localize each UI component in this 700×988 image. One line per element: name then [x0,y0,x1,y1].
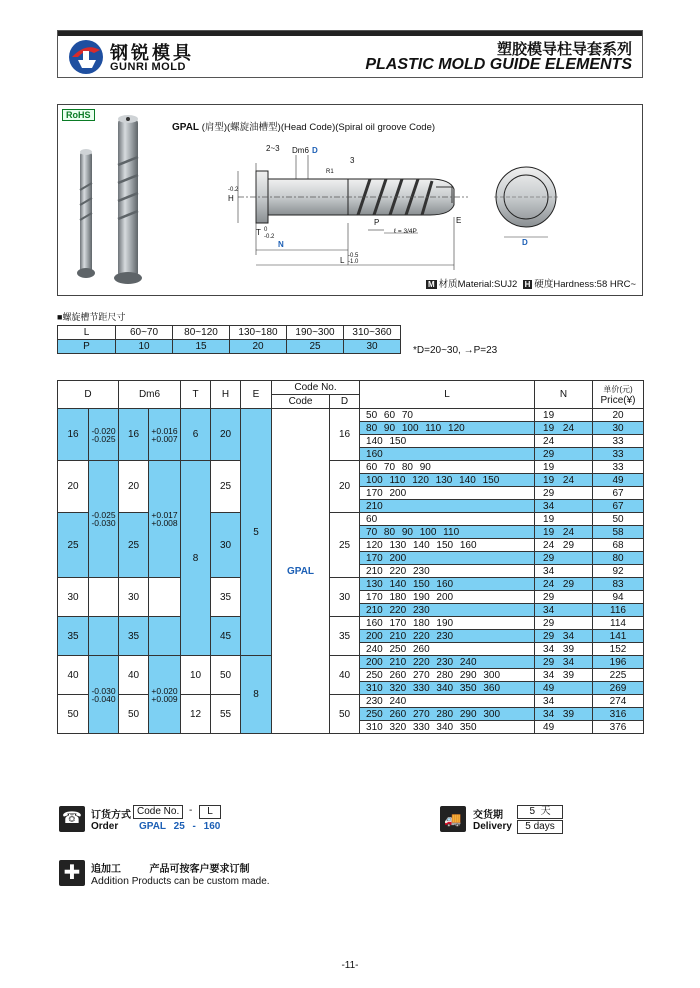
cell-code-d: 40 [330,656,360,695]
pitch-p-cell: 10 [116,340,173,354]
pitch-p-cell: 30 [344,340,401,354]
delivery-label-en: Delivery [473,821,512,832]
cell-price: 30 [593,422,644,435]
cell-price: 20 [593,409,644,422]
brand-name-en: GUNRI MOLD [110,61,186,73]
cell-t: 6 [181,409,211,461]
dim-d: D [312,146,318,155]
cell-price: 50 [593,513,644,526]
hardness-badge-icon: H [524,280,531,289]
cell-code-d: 16 [330,409,360,461]
cell-l: 140 150 [360,435,535,448]
product-desc: (肩型)(螺旋油槽型)(Head Code)(Spiral oil groove Code) [201,122,436,133]
cell-n: 29 [535,552,593,565]
cell-n: 34 [535,695,593,708]
cell-price: 83 [593,578,644,591]
cell-dm6-tol: +0.017 +0.008 [149,461,181,578]
cell-price: 225 [593,669,644,682]
cell-n: 34 [535,604,593,617]
addition-title-en: Addition [91,875,129,887]
cell-h: 50 [211,656,241,695]
cell-l: 170 200 [360,487,535,500]
cell-h: 55 [211,695,241,734]
dim-d-end: D [522,238,528,247]
plus-icon: ✚ [59,860,85,886]
cell-d: 30 [58,578,89,617]
cell-n: 34 [535,500,593,513]
header-l: L [360,381,535,409]
dim-n: N [278,240,284,249]
material-spec [426,276,636,290]
cell-n: 24 29 [535,578,593,591]
cell-price: 49 [593,474,644,487]
cell-price: 116 [593,604,644,617]
cell-n: 19 [535,513,593,526]
header-price-cn: 单价(元) [603,384,633,394]
cell-price: 152 [593,643,644,656]
pitch-table [57,325,401,354]
dim-t: T [256,228,261,237]
material-text: 材质Material:SUJ2 [438,279,518,290]
technical-drawing [58,105,644,297]
pitch-l-cell: 60~70 [116,326,173,340]
pin-photo [77,115,142,284]
order-label-cn: 订货方式 [91,810,131,821]
cell-n: 29 34 [535,630,593,643]
cell-l: 250 260 270 280 290 300 [360,669,535,682]
order-label-en: Order [91,821,119,832]
pitch-l-cell: 310~360 [344,326,401,340]
pitch-caption: ■螺旋槽节距尺寸 [57,312,126,322]
dim-l-tol-up: -0.5 [348,253,359,259]
cell-n: 29 [535,591,593,604]
cell-code-d: 25 [330,513,360,578]
order-code-box: Code No. [133,805,183,819]
pitch-l-label: L [58,326,116,340]
pitch-l-cell: 190~300 [287,326,344,340]
cell-code-d: 30 [330,578,360,617]
telephone-icon: ☎ [59,806,85,832]
cell-dm6: 40 [119,656,149,695]
cell-code-d: 50 [330,695,360,734]
header-code: Code [272,395,330,409]
cell-l: 160 170 180 190 [360,617,535,630]
cell-d-tol: -0.025 -0.030 [89,461,119,578]
table-row [58,513,644,526]
dim-dm6: Dm6 [292,146,309,155]
cell-price: 67 [593,500,644,513]
dim-e: E [456,216,462,225]
cell-n: 49 [535,682,593,695]
header-e: E [241,381,272,409]
dim-h: H [228,194,234,203]
page-header [57,30,643,78]
table-row [58,695,644,708]
cell-n: 29 [535,448,593,461]
cell-code: GPAL [272,409,330,734]
cell-l: 60 [360,513,535,526]
hardness-text: 硬度Hardness:58 HRC~ [534,279,636,290]
header-price-en: Price(¥) [600,394,636,406]
cell-dm6: 20 [119,461,149,513]
cell-l: 160 [360,448,535,461]
cell-n: 34 39 [535,708,593,721]
cell-l: 170 200 [360,552,535,565]
figure-title [172,119,435,133]
pitch-p-cell: 25 [287,340,344,354]
delivery-days-unit: 天 [540,806,551,817]
cell-price: 33 [593,461,644,474]
cell-d-tol: -0.030 -0.040 [89,656,119,734]
cell-h: 45 [211,617,241,656]
cell-dm6: 25 [119,513,149,578]
addition-text-cn: 产品可按客户要求订制 [149,864,250,875]
rohs-badge: RoHS [62,109,95,121]
cell-n: 19 24 [535,422,593,435]
cell-n: 19 24 [535,474,593,487]
cell-n: 34 39 [535,643,593,656]
cell-d-tol-empty [89,578,119,617]
cell-price: 33 [593,435,644,448]
brand-name-cn: 钢锐模具 [110,43,194,64]
cell-t: 12 [181,695,211,734]
cell-e: 8 [241,656,272,734]
addition-label-cn [91,860,249,875]
cell-l: 60 70 80 90 [360,461,535,474]
header-code-no: Code No. [272,381,360,395]
cell-h: 30 [211,513,241,578]
cell-dm6: 16 [119,409,149,461]
table-row [58,617,644,630]
cell-l: 310 320 330 340 350 360 [360,682,535,695]
pitch-p-cell: 20 [230,340,287,354]
cell-l: 50 60 70 [360,409,535,422]
cell-n: 34 [535,565,593,578]
cell-n: 29 34 [535,656,593,669]
cell-h: 35 [211,578,241,617]
cell-code-d: 20 [330,461,360,513]
cell-l: 310 320 330 340 350 [360,721,535,734]
header-code-d: D [330,395,360,409]
cell-price: 269 [593,682,644,695]
header-bar [58,31,642,36]
table-row [58,578,644,591]
header-t: T [181,381,211,409]
cell-t: 8 [181,461,211,656]
product-figure [57,104,643,296]
cell-price: 68 [593,539,644,552]
cell-l: 120 130 140 150 160 [360,539,535,552]
gunri-logo-icon [66,38,106,76]
cell-dm6-tol-empty [149,578,181,617]
pitch-l-cell: 130~180 [230,326,287,340]
dim-l-tol-lo: -1.0 [348,259,359,265]
page-number: -11- [341,960,359,971]
delivery-truck-icon: 🚚 [440,806,466,832]
cell-dm6: 30 [119,578,149,617]
cell-code-d: 35 [330,617,360,656]
cell-h: 25 [211,461,241,513]
dim-3: 3 [350,156,355,165]
header-d: D [58,381,119,409]
cell-n: 29 [535,487,593,500]
order-example: GPAL 25 - 160 [139,821,221,832]
cell-price: 67 [593,487,644,500]
dim-l-frac: ℓ = 3/4P [394,228,417,235]
pitch-note: *D=20~30, →P=23 [413,345,498,356]
cell-n: 24 [535,435,593,448]
delivery-label-cn: 交货期 [473,810,503,821]
cell-price: 316 [593,708,644,721]
cell-d: 40 [58,656,89,695]
cell-n: 49 [535,721,593,734]
delivery-days-cn [517,805,563,819]
table-row [58,461,644,474]
cell-n: 19 [535,409,593,422]
cell-l: 200 210 220 230 [360,630,535,643]
cell-price: 33 [593,448,644,461]
addition-title-cn: 追加工 [91,864,121,875]
cell-l: 210 220 230 [360,604,535,617]
pitch-p-cell: 15 [173,340,230,354]
cell-n: 19 [535,461,593,474]
cell-dm6: 50 [119,695,149,734]
material-badge-icon: M [427,280,435,289]
dim-p: P [374,218,380,227]
cell-l: 170 180 190 200 [360,591,535,604]
dim-t-tol-up: 0 [264,227,268,233]
cell-price: 92 [593,565,644,578]
delivery-days-num: 5 [529,806,535,817]
cell-price: 376 [593,721,644,734]
cell-h: 20 [211,409,241,461]
delivery-days-en: 5 days [517,820,563,834]
cell-n: 19 24 [535,526,593,539]
page-title-en: PLASTIC MOLD GUIDE ELEMENTS [365,56,632,73]
cell-d: 16 [58,409,89,461]
cell-l: 80 90 100 110 120 [360,422,535,435]
pitch-p-label: P [58,340,116,354]
cell-price: 141 [593,630,644,643]
cell-l: 210 220 230 [360,565,535,578]
cell-l: 100 110 120 130 140 150 [360,474,535,487]
side-view [238,171,468,223]
cell-d: 50 [58,695,89,734]
cell-price: 274 [593,695,644,708]
cell-dm6-tol: +0.016 +0.007 [149,409,181,461]
cell-t: 10 [181,656,211,695]
cell-price: 114 [593,617,644,630]
cell-dm6: 35 [119,617,149,656]
header-h: H [211,381,241,409]
dim-t-tol-lo: -0.2 [264,234,275,240]
dim-2-3: 2~3 [266,144,280,153]
cell-d-tol-empty [89,617,119,656]
cell-l: 200 210 220 230 240 [360,656,535,669]
order-dash: - [189,805,193,816]
header-dm6: Dm6 [119,381,181,409]
addition-text-en: Products can be custom made. [131,876,270,887]
header-price [593,381,644,409]
cell-d-tol: -0.020 -0.025 [89,409,119,461]
cell-l: 230 240 [360,695,535,708]
addition-label-en [91,875,270,887]
cell-e: 5 [241,409,272,656]
end-view [494,167,558,237]
cell-price: 80 [593,552,644,565]
dim-r1: R1 [326,169,334,175]
cell-price: 94 [593,591,644,604]
dim-l: L [340,256,345,265]
cell-l: 250 260 270 280 290 300 [360,708,535,721]
cell-dm6-tol: +0.020 +0.009 [149,656,181,734]
page-title-cn: 塑胶模导柱导套系列 [496,40,632,58]
header-n: N [535,381,593,409]
cell-n: 29 [535,617,593,630]
cell-d: 25 [58,513,89,578]
cell-n: 34 39 [535,669,593,682]
pitch-l-cell: 80~120 [173,326,230,340]
cell-n: 24 29 [535,539,593,552]
cell-d: 20 [58,461,89,513]
cell-l: 70 80 90 100 110 [360,526,535,539]
cell-d: 35 [58,617,89,656]
cell-l: 130 140 150 160 [360,578,535,591]
product-code: GPAL [172,122,200,133]
dim-h-tol: -0.2 [228,187,239,193]
cell-dm6-tol-empty [149,617,181,656]
cell-l: 210 [360,500,535,513]
cell-price: 196 [593,656,644,669]
spec-table [57,380,644,734]
table-row [58,656,644,669]
cell-price: 58 [593,526,644,539]
cell-l: 240 250 260 [360,643,535,656]
order-l-box: L [199,805,221,819]
